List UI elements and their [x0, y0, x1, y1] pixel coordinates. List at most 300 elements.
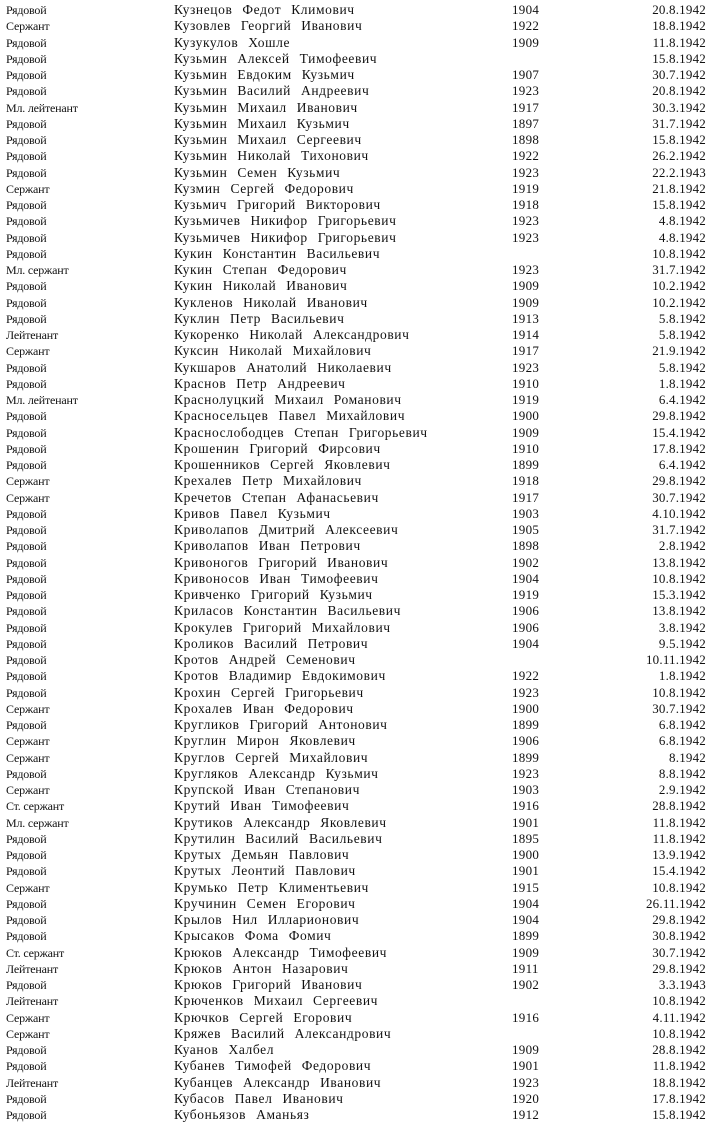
name-cell: Крохалев Иван Федорович [174, 700, 354, 716]
date-cell: 30.7.1942 [652, 489, 706, 505]
list-row [0, 863, 722, 879]
name-cell: Кукин Константин Васильевич [174, 245, 381, 261]
date-cell: 4.8.1942 [658, 229, 706, 245]
name-cell: Кузьмин Семен Кузьмич [174, 164, 341, 180]
list-row [0, 67, 722, 83]
list-row [0, 83, 722, 99]
rank-cell: Ст. сержант [6, 945, 65, 960]
rank-cell: Рядовой [6, 458, 47, 472]
name-cell: Кузьмин Михаил Сергеевич [174, 132, 362, 147]
rank-cell: Сержант [6, 490, 50, 505]
name-cell: Крюченков Михаил Сергеевич [174, 993, 379, 1009]
list-row [0, 165, 722, 181]
rank-cell: Рядовой [6, 831, 47, 846]
list-row [0, 327, 722, 343]
rank-cell: Рядовой [6, 441, 47, 456]
rank-cell: Рядовой [6, 149, 47, 164]
rank-cell: Рядовой [6, 653, 47, 667]
name-cell: Круглин Мирон Яковлевич [174, 733, 356, 749]
date-cell: 10.8.1942 [652, 570, 706, 586]
birth-year-cell: 1913 [512, 310, 540, 326]
birth-year-cell: 1912 [512, 1107, 540, 1122]
list-row [0, 977, 722, 993]
name-cell: Крысаков Фома Фомич [174, 928, 332, 944]
list-row [0, 993, 722, 1009]
date-cell: 8.1942 [669, 749, 706, 765]
birth-year-cell: 1906 [512, 733, 540, 749]
list-row [0, 295, 722, 311]
birth-year-cell: 1922 [512, 668, 540, 684]
name-cell: Крутых Демьян Павлович [174, 847, 350, 862]
list-row [0, 701, 722, 717]
list-row [0, 636, 722, 652]
name-cell: Краснов Петр Андреевич [174, 375, 346, 391]
list-row [0, 148, 722, 164]
list-row [0, 620, 722, 636]
rank-cell: Рядовой [6, 198, 47, 212]
name-cell: Кузмин Сергей Федорович [174, 180, 354, 196]
name-cell: Крутых Леонтий Павлович [174, 863, 356, 879]
birth-year-cell: 1902 [512, 977, 540, 992]
date-cell: 30.7.1942 [652, 944, 706, 960]
name-cell: Кузьмич Григорий Викторович [174, 197, 381, 212]
rank-cell: Мл. лейтенант [6, 393, 78, 407]
date-cell: 4.8.1942 [658, 213, 706, 229]
rank-cell: Рядовой [6, 669, 47, 684]
birth-year-cell: 1895 [512, 830, 540, 846]
name-cell: Крылов Нил Илларионович [174, 912, 360, 927]
list-row [0, 798, 722, 814]
rank-cell: Рядовой [6, 84, 47, 99]
date-cell: 29.8.1942 [652, 408, 706, 424]
rank-cell: Рядовой [6, 1091, 47, 1106]
name-cell: Крупской Иван Степанович [174, 782, 361, 797]
rank-cell: Сержант [6, 474, 50, 489]
date-cell: 15.4.1942 [652, 863, 706, 879]
rank-cell: Рядовой [6, 1059, 47, 1074]
name-cell: Крехалев Петр Михайлович [174, 473, 362, 489]
list-row [0, 360, 722, 376]
name-cell: Кряжев Василий Александрович [174, 1025, 392, 1041]
list-row [0, 2, 722, 18]
birth-year-cell: 1922 [512, 148, 540, 164]
rank-cell: Рядовой [6, 230, 47, 245]
rank-cell: Рядовой [6, 604, 47, 619]
list-row [0, 18, 722, 34]
list-row [0, 1010, 722, 1026]
birth-year-cell: 1901 [512, 1058, 540, 1074]
list-row [0, 230, 722, 246]
birth-year-cell: 1919 [512, 392, 540, 407]
birth-year-cell: 1917 [512, 489, 540, 505]
name-cell: Куклин Петр Васильевич [174, 310, 345, 326]
list-row [0, 1058, 722, 1074]
list-row [0, 912, 722, 928]
rank-cell: Сержант [6, 1010, 50, 1025]
name-cell: Кругликов Григорий Антонович [174, 717, 388, 732]
rank-cell: Лейтенант [6, 1075, 58, 1090]
rank-cell: Рядовой [6, 35, 47, 50]
date-cell: 13.8.1942 [652, 603, 706, 619]
date-cell: 31.7.1942 [652, 115, 706, 131]
list-row [0, 1091, 722, 1107]
date-cell: 17.8.1942 [652, 1090, 706, 1106]
birth-year-cell: 1909 [512, 294, 540, 310]
date-cell: 28.8.1942 [652, 798, 706, 814]
list-row [0, 538, 722, 554]
birth-year-cell: 1904 [512, 570, 540, 586]
name-cell: Кривов Павел Кузьмич [174, 505, 331, 521]
rank-cell: Рядовой [6, 279, 47, 294]
name-cell: Краснослободцев Степан Григорьевич [174, 424, 428, 440]
name-cell: Крюков Александр Тимофеевич [174, 944, 388, 960]
date-cell: 2.9.1942 [658, 782, 706, 797]
rank-cell: Сержант [6, 750, 50, 765]
name-cell: Крокулев Григорий Михайлович [174, 619, 391, 635]
name-cell: Кукшаров Анатолий Николаевич [174, 359, 392, 375]
list-row [0, 815, 722, 831]
date-cell: 2.8.1942 [658, 538, 706, 554]
rank-cell: Сержант [6, 701, 50, 716]
rank-cell: Рядовой [6, 116, 47, 131]
rank-cell: Рядовой [6, 409, 47, 424]
name-cell: Кузьмичев Никифор Григорьевич [174, 229, 397, 245]
birth-year-cell: 1923 [512, 229, 540, 245]
name-cell: Крюков Григорий Иванович [174, 977, 363, 992]
list-row [0, 603, 722, 619]
date-cell: 20.8.1942 [652, 83, 706, 99]
rank-cell: Рядовой [6, 360, 47, 375]
rank-cell: Рядовой [6, 766, 47, 781]
name-cell: Кузьмин Николай Тихонович [174, 148, 369, 164]
list-row [0, 782, 722, 798]
birth-year-cell: 1899 [512, 457, 540, 472]
date-cell: 3.3.1943 [658, 977, 706, 992]
birth-year-cell: 1903 [512, 505, 540, 521]
list-row [0, 408, 722, 424]
date-cell: 3.8.1942 [658, 619, 706, 635]
date-cell: 9.5.1942 [658, 635, 706, 651]
date-cell: 11.8.1942 [652, 1058, 706, 1074]
name-cell: Кривоносов Иван Тимофеевич [174, 570, 379, 586]
name-cell: Крутиков Александр Яковлевич [174, 814, 387, 830]
birth-year-cell: 1923 [512, 213, 540, 229]
name-cell: Кузукулов Хошле [174, 34, 291, 50]
date-cell: 31.7.1942 [652, 262, 706, 277]
rank-cell: Рядовой [6, 68, 47, 82]
date-cell: 10.11.1942 [645, 652, 706, 667]
rank-cell: Рядовой [6, 3, 47, 17]
date-cell: 15.8.1942 [652, 197, 706, 212]
date-cell: 5.8.1942 [658, 359, 706, 375]
list-row [0, 425, 722, 441]
name-cell: Круглов Сергей Михайлович [174, 749, 369, 765]
list-row [0, 766, 722, 782]
date-cell: 29.8.1942 [652, 912, 706, 927]
birth-year-cell: 1920 [512, 1090, 540, 1106]
birth-year-cell: 1918 [512, 197, 540, 212]
date-cell: 13.8.1942 [652, 554, 706, 570]
date-cell: 29.8.1942 [652, 960, 706, 976]
rank-cell: Рядовой [6, 1108, 47, 1122]
date-cell: 15.8.1942 [652, 132, 706, 147]
birth-year-cell: 1904 [512, 912, 540, 927]
list-row [0, 197, 722, 213]
date-cell: 11.8.1942 [652, 34, 706, 50]
birth-year-cell: 1917 [512, 99, 540, 115]
rank-cell: Рядовой [6, 376, 47, 391]
birth-year-cell: 1898 [512, 132, 540, 147]
rank-cell: Рядовой [6, 295, 47, 310]
date-cell: 1.8.1942 [658, 668, 706, 684]
birth-year-cell: 1923 [512, 684, 540, 700]
name-cell: Крутий Иван Тимофеевич [174, 798, 350, 814]
date-cell: 21.9.1942 [652, 343, 706, 359]
name-cell: Кубоньязов Аманьяз [174, 1107, 310, 1122]
birth-year-cell: 1922 [512, 18, 540, 34]
list-row [0, 343, 722, 359]
list-row [0, 51, 722, 67]
list-row [0, 733, 722, 749]
list-row [0, 750, 722, 766]
name-cell: Красносельцев Павел Михайлович [174, 408, 406, 424]
list-row [0, 246, 722, 262]
birth-year-cell: 1904 [512, 895, 540, 911]
date-cell: 10.8.1942 [652, 993, 706, 1009]
list-row [0, 668, 722, 684]
birth-year-cell: 1923 [512, 359, 540, 375]
birth-year-cell: 1910 [512, 375, 540, 391]
list-row [0, 100, 722, 116]
date-cell: 18.8.1942 [652, 1074, 706, 1090]
rank-cell: Рядовой [6, 555, 47, 570]
name-cell: Кузьмин Евдоким Кузьмич [174, 67, 355, 82]
name-cell: Крюков Антон Назарович [174, 960, 349, 976]
date-cell: 10.8.1942 [652, 245, 706, 261]
birth-year-cell: 1911 [512, 960, 539, 976]
list-row [0, 278, 722, 294]
date-cell: 10.2.1942 [652, 294, 706, 310]
rank-cell: Мл. лейтенант [6, 100, 78, 115]
name-cell: Кубанев Тимофей Федорович [174, 1058, 372, 1074]
list-row [0, 571, 722, 587]
list-row [0, 1026, 722, 1042]
list-row [0, 831, 722, 847]
date-cell: 30.7.1942 [652, 67, 706, 82]
birth-year-cell: 1923 [512, 164, 540, 180]
date-cell: 30.3.1942 [652, 99, 706, 115]
list-row [0, 522, 722, 538]
rank-cell: Рядовой [6, 864, 47, 879]
date-cell: 15.3.1942 [652, 587, 706, 602]
date-cell: 13.9.1942 [652, 847, 706, 862]
date-cell: 28.8.1942 [652, 1042, 706, 1057]
birth-year-cell: 1901 [512, 863, 540, 879]
name-cell: Кузовлев Георгий Иванович [174, 18, 363, 34]
list-row [0, 490, 722, 506]
date-cell: 11.8.1942 [652, 830, 706, 846]
birth-year-cell: 1902 [512, 554, 540, 570]
date-cell: 6.8.1942 [658, 733, 706, 749]
name-cell: Кротов Владимир Евдокимович [174, 668, 386, 684]
date-cell: 21.8.1942 [652, 180, 706, 196]
casualty-list [0, 2, 722, 1123]
date-cell: 10.8.1942 [652, 684, 706, 700]
rank-cell: Рядовой [6, 51, 47, 66]
birth-year-cell: 1906 [512, 619, 540, 635]
birth-year-cell: 1915 [512, 879, 540, 895]
birth-year-cell: 1900 [512, 408, 540, 424]
date-cell: 1.8.1942 [658, 375, 706, 391]
birth-year-cell: 1900 [512, 700, 540, 716]
name-cell: Кузьмин Василий Андреевич [174, 83, 370, 99]
rank-cell: Мл. сержант [6, 815, 69, 830]
rank-cell: Рядовой [6, 311, 47, 326]
name-cell: Крумько Петр Климентьевич [174, 879, 369, 895]
rank-cell: Рядовой [6, 571, 47, 586]
name-cell: Крючков Сергей Егорович [174, 1009, 353, 1025]
name-cell: Криволапов Дмитрий Алексеевич [174, 522, 399, 537]
rank-cell: Рядовой [6, 165, 47, 180]
birth-year-cell: 1898 [512, 538, 540, 554]
date-cell: 26.11.1942 [645, 895, 706, 911]
date-cell: 15.8.1942 [652, 1107, 706, 1122]
birth-year-cell: 1909 [512, 1042, 540, 1057]
list-row [0, 441, 722, 457]
birth-year-cell: 1919 [512, 180, 540, 196]
rank-cell: Рядовой [6, 620, 47, 635]
list-row [0, 880, 722, 896]
name-cell: Кузьмин Михаил Кузьмич [174, 115, 350, 131]
list-row [0, 473, 722, 489]
date-cell: 11.8.1942 [652, 814, 706, 830]
list-row [0, 717, 722, 733]
date-cell: 4.11.1942 [652, 1009, 706, 1025]
list-row [0, 945, 722, 961]
rank-cell: Рядовой [6, 848, 47, 862]
name-cell: Крохин Сергей Григорьевич [174, 684, 364, 700]
name-cell: Кроликов Василий Петрович [174, 635, 369, 651]
date-cell: 10.8.1942 [652, 1025, 706, 1041]
name-cell: Криласов Константин Васильевич [174, 603, 401, 619]
name-cell: Кузьмичев Никифор Григорьевич [174, 213, 397, 229]
date-cell: 8.8.1942 [658, 765, 706, 781]
rank-cell: Лейтенант [6, 961, 58, 976]
date-cell: 30.7.1942 [652, 700, 706, 716]
name-cell: Кречетов Степан Афанасьевич [174, 489, 379, 505]
name-cell: Куксин Николай Михайлович [174, 343, 372, 359]
name-cell: Кубасов Павел Иванович [174, 1090, 344, 1106]
birth-year-cell: 1901 [512, 814, 540, 830]
list-row [0, 506, 722, 522]
list-row [0, 1042, 722, 1058]
list-row [0, 896, 722, 912]
rank-cell: Рядовой [6, 539, 47, 554]
birth-year-cell: 1909 [512, 34, 540, 50]
list-row [0, 181, 722, 197]
list-row [0, 685, 722, 701]
date-cell: 22.2.1943 [652, 164, 706, 180]
birth-year-cell: 1917 [512, 343, 540, 359]
rank-cell: Мл. сержант [6, 263, 69, 277]
rank-cell: Рядовой [6, 588, 47, 602]
birth-year-cell: 1899 [512, 749, 540, 765]
rank-cell: Рядовой [6, 636, 47, 651]
list-row [0, 132, 722, 148]
date-cell: 30.8.1942 [652, 928, 706, 944]
birth-year-cell: 1918 [512, 473, 540, 489]
date-cell: 20.8.1942 [652, 2, 706, 17]
birth-year-cell: 1909 [512, 278, 540, 294]
list-row [0, 376, 722, 392]
birth-year-cell: 1903 [512, 782, 540, 797]
date-cell: 6.4.1942 [658, 392, 706, 407]
list-row [0, 1107, 722, 1123]
birth-year-cell: 1916 [512, 798, 540, 814]
name-cell: Крошенников Сергей Яковлевич [174, 457, 391, 472]
rank-cell: Рядовой [6, 133, 47, 147]
name-cell: Кубанцев Александр Иванович [174, 1074, 382, 1090]
rank-cell: Сержант [6, 880, 50, 895]
name-cell: Кузнецов Федот Климович [174, 2, 355, 17]
list-row [0, 35, 722, 51]
name-cell: Кривоногов Григорий Иванович [174, 554, 389, 570]
date-cell: 29.8.1942 [652, 473, 706, 489]
birth-year-cell: 1904 [512, 635, 540, 651]
date-cell: 31.7.1942 [652, 522, 706, 537]
date-cell: 5.8.1942 [658, 327, 706, 342]
name-cell: Кругляков Александр Кузьмич [174, 765, 379, 781]
date-cell: 6.8.1942 [658, 717, 706, 732]
rank-cell: Рядовой [6, 1043, 47, 1057]
birth-year-cell: 1906 [512, 603, 540, 619]
birth-year-cell: 1919 [512, 587, 540, 602]
list-row [0, 555, 722, 571]
birth-year-cell: 1905 [512, 522, 540, 537]
birth-year-cell: 1899 [512, 928, 540, 944]
date-cell: 15.8.1942 [652, 50, 706, 66]
rank-cell: Рядовой [6, 685, 47, 700]
list-row [0, 587, 722, 603]
rank-cell: Сержант [6, 181, 50, 196]
name-cell: Кукоренко Николай Александрович [174, 327, 410, 342]
date-cell: 15.4.1942 [652, 424, 706, 440]
list-row [0, 928, 722, 944]
name-cell: Кручинин Семен Егорович [174, 895, 356, 911]
rank-cell: Рядовой [6, 978, 47, 992]
date-cell: 26.2.1942 [652, 148, 706, 164]
list-row [0, 652, 722, 668]
rank-cell: Рядовой [6, 246, 47, 261]
list-row [0, 961, 722, 977]
birth-year-cell: 1899 [512, 717, 540, 732]
rank-cell: Рядовой [6, 506, 47, 521]
name-cell: Кукин Николай Иванович [174, 278, 348, 294]
birth-year-cell: 1923 [512, 262, 540, 277]
name-cell: Кротов Андрей Семенович [174, 652, 356, 667]
date-cell: 4.10.1942 [652, 505, 706, 521]
name-cell: Кукленов Николай Иванович [174, 294, 368, 310]
rank-cell: Сержант [6, 344, 50, 359]
birth-year-cell: 1900 [512, 847, 540, 862]
birth-year-cell: 1909 [512, 424, 540, 440]
rank-cell: Рядовой [6, 718, 47, 732]
list-row [0, 116, 722, 132]
name-cell: Кузьмин Михаил Иванович [174, 99, 358, 115]
birth-year-cell: 1916 [512, 1009, 540, 1025]
name-cell: Криволапов Иван Петрович [174, 538, 361, 554]
name-cell: Крошенин Григорий Фирсович [174, 440, 381, 456]
